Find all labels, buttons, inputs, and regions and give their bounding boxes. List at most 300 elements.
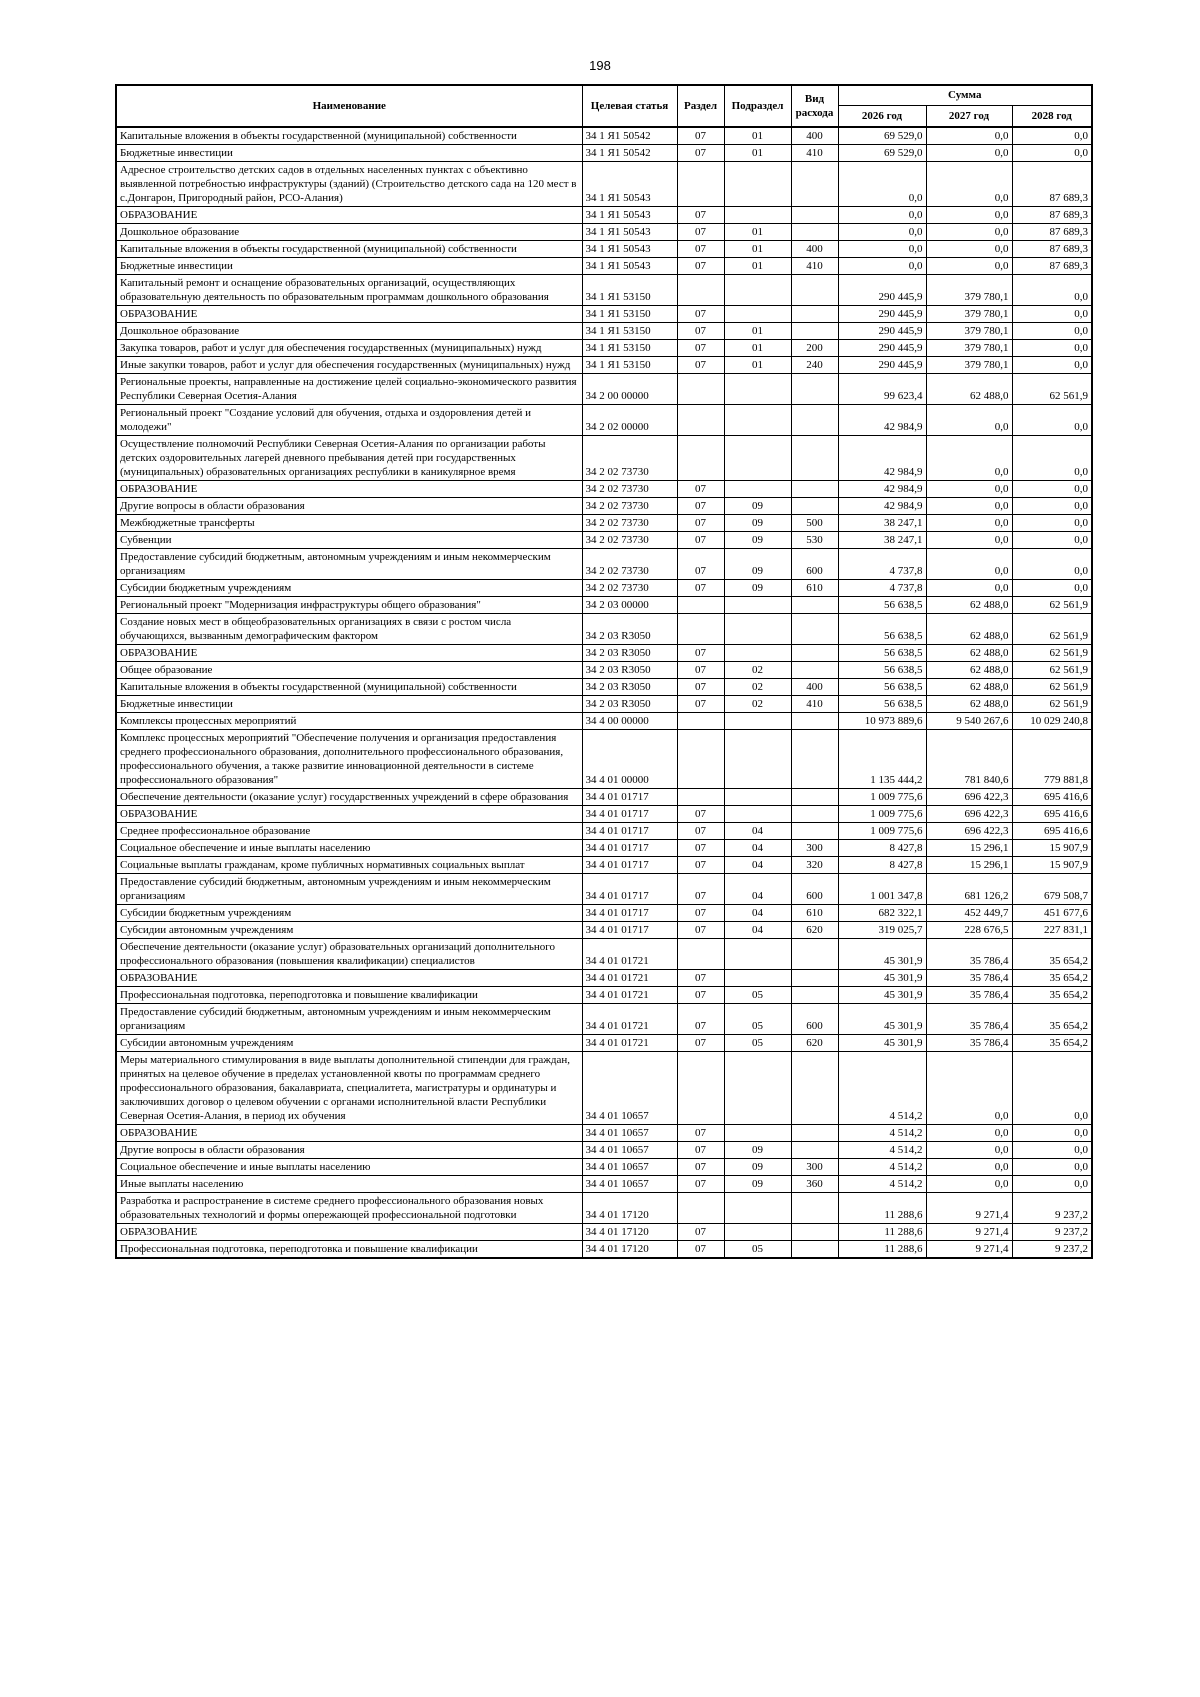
row-section: 07: [677, 127, 724, 145]
row-sum-2026: 8 427,8: [838, 840, 926, 857]
row-sum-2028: 62 561,9: [1012, 679, 1092, 696]
row-sum-2027: 696 422,3: [926, 823, 1012, 840]
table-row: [116, 1193, 1092, 1224]
table-row: [116, 840, 1092, 857]
row-expense-type: [791, 987, 838, 1004]
row-sum-2027: 0,0: [926, 207, 1012, 224]
header-year-2027: 2027 год: [926, 105, 1012, 127]
row-sum-2027: 781 840,6: [926, 730, 1012, 789]
row-expense-type: [791, 162, 838, 207]
row-target-article: 34 4 01 01717: [582, 823, 677, 840]
row-sum-2026: 290 445,9: [838, 357, 926, 374]
row-subsection: 01: [724, 357, 791, 374]
row-name: ОБРАЗОВАНИЕ: [116, 1224, 582, 1241]
row-sum-2026: 56 638,5: [838, 645, 926, 662]
row-target-article: 34 1 Я1 50543: [582, 258, 677, 275]
row-name: Социальное обеспечение и иные выплаты населению: [116, 1159, 582, 1176]
row-name: Разработка и распространение в системе среднего профессионального образования новых образовательных технологий и формы опережающей профессиональной подготовки: [116, 1193, 582, 1224]
row-expense-type: 610: [791, 905, 838, 922]
page-number: 198: [589, 58, 611, 73]
row-subsection: 05: [724, 987, 791, 1004]
row-sum-2026: 1 009 775,6: [838, 823, 926, 840]
row-name: Общее образование: [116, 662, 582, 679]
row-subsection: 05: [724, 1241, 791, 1259]
row-sum-2026: 1 009 775,6: [838, 806, 926, 823]
row-sum-2026: 69 529,0: [838, 145, 926, 162]
row-expense-type: [791, 374, 838, 405]
table-row: [116, 340, 1092, 357]
row-target-article: 34 4 01 01721: [582, 970, 677, 987]
row-sum-2027: 379 780,1: [926, 306, 1012, 323]
row-sum-2026: 4 514,2: [838, 1176, 926, 1193]
row-sum-2026: 4 514,2: [838, 1159, 926, 1176]
row-target-article: 34 1 Я1 53150: [582, 275, 677, 306]
row-sum-2028: 0,0: [1012, 357, 1092, 374]
row-sum-2027: 0,0: [926, 1125, 1012, 1142]
row-name: Комплекс процессных мероприятий "Обеспечение получения и организация предоставления среднего профессионального образования, дополнительного профессионального образования, профессионального обучения, а также развитие инновационной деятельности в системе профессионального образования": [116, 730, 582, 789]
row-sum-2028: 779 881,8: [1012, 730, 1092, 789]
row-sum-2028: 695 416,6: [1012, 789, 1092, 806]
row-sum-2028: 0,0: [1012, 1142, 1092, 1159]
row-sum-2026: 42 984,9: [838, 436, 926, 481]
row-target-article: 34 4 01 01721: [582, 987, 677, 1004]
row-subsection: 01: [724, 127, 791, 145]
table-row: [116, 306, 1092, 323]
row-sum-2028: 10 029 240,8: [1012, 713, 1092, 730]
header-subsection: Подраздел: [724, 85, 791, 127]
row-name: Осуществление полномочий Республики Северная Осетия-Алания по организации работы детских оздоровительных лагерей дневного пребывания детей при государственных (муниципальных) образовательных организациях республики в каникулярное время: [116, 436, 582, 481]
row-sum-2026: 45 301,9: [838, 987, 926, 1004]
row-target-article: 34 2 02 73730: [582, 532, 677, 549]
row-target-article: 34 4 01 00000: [582, 730, 677, 789]
row-sum-2027: 62 488,0: [926, 645, 1012, 662]
row-sum-2028: 0,0: [1012, 515, 1092, 532]
row-sum-2027: 15 296,1: [926, 840, 1012, 857]
row-sum-2027: 0,0: [926, 436, 1012, 481]
table-row: [116, 405, 1092, 436]
row-expense-type: [791, 730, 838, 789]
row-expense-type: 620: [791, 922, 838, 939]
row-name: Закупка товаров, работ и услуг для обеспечения государственных (муниципальных) нужд: [116, 340, 582, 357]
row-sum-2028: 695 416,6: [1012, 823, 1092, 840]
row-target-article: 34 4 01 01717: [582, 857, 677, 874]
row-name: Иные выплаты населению: [116, 1176, 582, 1193]
row-sum-2026: 1 001 347,8: [838, 874, 926, 905]
row-subsection: [724, 970, 791, 987]
row-subsection: [724, 730, 791, 789]
table-row: [116, 970, 1092, 987]
row-expense-type: 530: [791, 532, 838, 549]
row-name: Другие вопросы в области образования: [116, 498, 582, 515]
row-sum-2027: 35 786,4: [926, 1035, 1012, 1052]
row-subsection: [724, 374, 791, 405]
row-sum-2026: 45 301,9: [838, 970, 926, 987]
row-expense-type: [791, 823, 838, 840]
row-sum-2026: 319 025,7: [838, 922, 926, 939]
row-name: Среднее профессиональное образование: [116, 823, 582, 840]
row-subsection: [724, 207, 791, 224]
row-sum-2026: 56 638,5: [838, 597, 926, 614]
row-name: Профессиональная подготовка, переподготовка и повышение квалификации: [116, 1241, 582, 1259]
table-row: [116, 823, 1092, 840]
row-sum-2028: 62 561,9: [1012, 645, 1092, 662]
row-sum-2026: 56 638,5: [838, 662, 926, 679]
row-expense-type: 360: [791, 1176, 838, 1193]
row-sum-2027: 0,0: [926, 580, 1012, 597]
row-sum-2026: 0,0: [838, 162, 926, 207]
row-subsection: 09: [724, 1176, 791, 1193]
row-name: Другие вопросы в области образования: [116, 1142, 582, 1159]
row-target-article: 34 2 03 R3050: [582, 662, 677, 679]
row-target-article: 34 4 01 01717: [582, 922, 677, 939]
row-sum-2026: 0,0: [838, 241, 926, 258]
row-name: Капитальные вложения в объекты государственной (муниципальной) собственности: [116, 679, 582, 696]
row-sum-2027: 9 271,4: [926, 1241, 1012, 1259]
row-section: [677, 597, 724, 614]
table-row: [116, 436, 1092, 481]
row-sum-2028: 62 561,9: [1012, 696, 1092, 713]
row-sum-2027: 35 786,4: [926, 970, 1012, 987]
table-row: [116, 1159, 1092, 1176]
row-subsection: [724, 405, 791, 436]
row-target-article: 34 2 03 00000: [582, 597, 677, 614]
row-section: [677, 1193, 724, 1224]
table-row: [116, 806, 1092, 823]
row-name: Предоставление субсидий бюджетным, автономным учреждениям и иным некоммерческим организациям: [116, 874, 582, 905]
row-sum-2027: 35 786,4: [926, 939, 1012, 970]
table-row: [116, 597, 1092, 614]
row-expense-type: [791, 1125, 838, 1142]
table-row: [116, 532, 1092, 549]
table-row: [116, 1224, 1092, 1241]
row-sum-2027: 0,0: [926, 145, 1012, 162]
row-sum-2027: 379 780,1: [926, 275, 1012, 306]
row-target-article: 34 4 01 01717: [582, 874, 677, 905]
row-target-article: 34 1 Я1 53150: [582, 306, 677, 323]
row-sum-2027: 15 296,1: [926, 857, 1012, 874]
row-name: Социальное обеспечение и иные выплаты населению: [116, 840, 582, 857]
row-expense-type: [791, 1142, 838, 1159]
row-sum-2027: 0,0: [926, 549, 1012, 580]
row-subsection: 04: [724, 840, 791, 857]
table-row: [116, 481, 1092, 498]
row-subsection: 04: [724, 823, 791, 840]
table-row: [116, 515, 1092, 532]
row-section: 07: [677, 207, 724, 224]
row-sum-2028: 0,0: [1012, 1052, 1092, 1125]
row-sum-2027: 0,0: [926, 1052, 1012, 1125]
row-section: 07: [677, 857, 724, 874]
row-sum-2028: 0,0: [1012, 436, 1092, 481]
row-target-article: 34 4 01 10657: [582, 1052, 677, 1125]
table-row: [116, 614, 1092, 645]
row-name: ОБРАЗОВАНИЕ: [116, 481, 582, 498]
row-target-article: 34 2 03 R3050: [582, 614, 677, 645]
row-expense-type: 410: [791, 696, 838, 713]
row-sum-2027: 62 488,0: [926, 696, 1012, 713]
row-sum-2028: 87 689,3: [1012, 258, 1092, 275]
row-sum-2028: 15 907,9: [1012, 840, 1092, 857]
row-expense-type: 600: [791, 1004, 838, 1035]
row-name: Профессиональная подготовка, переподготовка и повышение квалификации: [116, 987, 582, 1004]
row-sum-2027: 681 126,2: [926, 874, 1012, 905]
row-sum-2027: 379 780,1: [926, 357, 1012, 374]
row-target-article: 34 2 02 00000: [582, 405, 677, 436]
table-row: [116, 1142, 1092, 1159]
row-section: 07: [677, 987, 724, 1004]
row-section: 07: [677, 806, 724, 823]
row-subsection: [724, 1125, 791, 1142]
row-subsection: [724, 806, 791, 823]
row-sum-2027: 0,0: [926, 532, 1012, 549]
row-target-article: 34 1 Я1 53150: [582, 357, 677, 374]
row-subsection: 04: [724, 922, 791, 939]
row-subsection: [724, 1224, 791, 1241]
row-target-article: 34 4 01 01721: [582, 939, 677, 970]
table-row: [116, 127, 1092, 145]
table-row: [116, 549, 1092, 580]
row-section: [677, 614, 724, 645]
row-subsection: [724, 1052, 791, 1125]
row-sum-2028: 9 237,2: [1012, 1224, 1092, 1241]
row-subsection: [724, 645, 791, 662]
table-row: [116, 580, 1092, 597]
row-target-article: 34 1 Я1 50542: [582, 127, 677, 145]
row-sum-2026: 4 514,2: [838, 1142, 926, 1159]
row-sum-2026: 1 009 775,6: [838, 789, 926, 806]
row-sum-2026: 56 638,5: [838, 696, 926, 713]
row-subsection: 05: [724, 1004, 791, 1035]
table-row: [116, 905, 1092, 922]
row-sum-2026: 290 445,9: [838, 306, 926, 323]
row-sum-2027: 62 488,0: [926, 597, 1012, 614]
row-section: 07: [677, 645, 724, 662]
row-sum-2026: 290 445,9: [838, 340, 926, 357]
row-subsection: 09: [724, 498, 791, 515]
row-subsection: 09: [724, 1142, 791, 1159]
table-row: [116, 357, 1092, 374]
row-sum-2026: 682 322,1: [838, 905, 926, 922]
row-section: 07: [677, 357, 724, 374]
row-name: Обеспечение деятельности (оказание услуг) государственных учреждений в сфере образования: [116, 789, 582, 806]
row-subsection: 02: [724, 662, 791, 679]
row-expense-type: [791, 970, 838, 987]
row-sum-2027: 9 271,4: [926, 1193, 1012, 1224]
row-expense-type: [791, 436, 838, 481]
row-sum-2027: 696 422,3: [926, 789, 1012, 806]
row-section: 07: [677, 498, 724, 515]
row-sum-2026: 11 288,6: [838, 1241, 926, 1259]
row-sum-2026: 8 427,8: [838, 857, 926, 874]
table-row: [116, 696, 1092, 713]
row-section: 07: [677, 515, 724, 532]
row-name: Создание новых мест в общеобразовательных организациях в связи с ростом числа обучающихся, вызванным демографическим фактором: [116, 614, 582, 645]
row-sum-2026: 69 529,0: [838, 127, 926, 145]
row-name: Капитальный ремонт и оснащение образовательных организаций, осуществляющих образовательную деятельность по образовательным программам дошкольного образования: [116, 275, 582, 306]
row-section: [677, 713, 724, 730]
row-sum-2028: 0,0: [1012, 127, 1092, 145]
row-sum-2026: 42 984,9: [838, 498, 926, 515]
row-target-article: 34 2 03 R3050: [582, 696, 677, 713]
header-sum: Сумма: [838, 85, 1092, 105]
row-sum-2028: 35 654,2: [1012, 939, 1092, 970]
row-section: 07: [677, 1176, 724, 1193]
row-target-article: 34 2 02 73730: [582, 481, 677, 498]
row-subsection: 01: [724, 241, 791, 258]
row-section: 07: [677, 1224, 724, 1241]
row-sum-2028: 62 561,9: [1012, 662, 1092, 679]
row-subsection: 01: [724, 145, 791, 162]
row-sum-2026: 45 301,9: [838, 1035, 926, 1052]
row-section: 07: [677, 922, 724, 939]
row-sum-2028: 9 237,2: [1012, 1193, 1092, 1224]
row-expense-type: [791, 275, 838, 306]
row-sum-2028: 0,0: [1012, 481, 1092, 498]
row-subsection: 01: [724, 224, 791, 241]
row-subsection: [724, 713, 791, 730]
row-subsection: [724, 597, 791, 614]
table-row: [116, 1241, 1092, 1259]
row-expense-type: [791, 224, 838, 241]
row-expense-type: [791, 645, 838, 662]
row-target-article: 34 1 Я1 50542: [582, 145, 677, 162]
row-name: Региональные проекты, направленные на достижение целей социально-экономического развития Республики Северная Осетия-Алания: [116, 374, 582, 405]
row-sum-2028: 35 654,2: [1012, 970, 1092, 987]
table-row: [116, 645, 1092, 662]
row-subsection: 09: [724, 580, 791, 597]
row-sum-2028: 15 907,9: [1012, 857, 1092, 874]
table-row: [116, 679, 1092, 696]
row-section: 07: [677, 1241, 724, 1259]
table-row: [116, 1004, 1092, 1035]
row-section: [677, 789, 724, 806]
header-target: Целевая статья: [582, 85, 677, 127]
row-expense-type: [791, 614, 838, 645]
row-target-article: 34 4 01 17120: [582, 1241, 677, 1259]
row-target-article: 34 1 Я1 53150: [582, 340, 677, 357]
row-section: 07: [677, 481, 724, 498]
table-row: [116, 1035, 1092, 1052]
row-expense-type: [791, 207, 838, 224]
row-name: Бюджетные инвестиции: [116, 145, 582, 162]
row-sum-2027: 379 780,1: [926, 323, 1012, 340]
row-expense-type: 320: [791, 857, 838, 874]
row-sum-2028: 62 561,9: [1012, 597, 1092, 614]
row-section: 07: [677, 840, 724, 857]
row-name: Субсидии бюджетным учреждениям: [116, 905, 582, 922]
row-sum-2028: 87 689,3: [1012, 207, 1092, 224]
row-sum-2027: 0,0: [926, 127, 1012, 145]
table-row: [116, 857, 1092, 874]
row-expense-type: 200: [791, 340, 838, 357]
row-name: ОБРАЗОВАНИЕ: [116, 806, 582, 823]
row-sum-2028: 0,0: [1012, 1125, 1092, 1142]
table-row: [116, 1052, 1092, 1125]
row-section: [677, 374, 724, 405]
table-row: [116, 258, 1092, 275]
row-sum-2028: 0,0: [1012, 145, 1092, 162]
row-section: 07: [677, 306, 724, 323]
row-sum-2027: 9 540 267,6: [926, 713, 1012, 730]
row-target-article: 34 4 01 01717: [582, 840, 677, 857]
row-subsection: [724, 614, 791, 645]
row-name: Комплексы процессных мероприятий: [116, 713, 582, 730]
row-sum-2027: 0,0: [926, 224, 1012, 241]
budget-table: [115, 84, 1093, 1259]
row-name: Субвенции: [116, 532, 582, 549]
row-expense-type: 300: [791, 840, 838, 857]
row-sum-2026: 4 514,2: [838, 1125, 926, 1142]
row-section: 07: [677, 696, 724, 713]
row-expense-type: [791, 939, 838, 970]
row-sum-2027: 0,0: [926, 1176, 1012, 1193]
row-expense-type: 240: [791, 357, 838, 374]
row-target-article: 34 4 01 01717: [582, 789, 677, 806]
row-name: Дошкольное образование: [116, 323, 582, 340]
row-name: Капитальные вложения в объекты государственной (муниципальной) собственности: [116, 241, 582, 258]
row-sum-2027: 0,0: [926, 258, 1012, 275]
row-target-article: 34 4 01 17120: [582, 1193, 677, 1224]
row-sum-2026: 56 638,5: [838, 614, 926, 645]
row-section: 07: [677, 662, 724, 679]
row-section: 07: [677, 145, 724, 162]
row-sum-2026: 290 445,9: [838, 323, 926, 340]
row-name: Бюджетные инвестиции: [116, 696, 582, 713]
header-section: Раздел: [677, 85, 724, 127]
row-section: 07: [677, 1125, 724, 1142]
row-expense-type: 400: [791, 679, 838, 696]
row-subsection: 01: [724, 258, 791, 275]
row-target-article: 34 2 02 73730: [582, 549, 677, 580]
row-section: 07: [677, 580, 724, 597]
table-row: [116, 662, 1092, 679]
row-sum-2027: 452 449,7: [926, 905, 1012, 922]
row-subsection: [724, 789, 791, 806]
table-row: [116, 1176, 1092, 1193]
row-expense-type: [791, 1052, 838, 1125]
row-sum-2028: 87 689,3: [1012, 162, 1092, 207]
row-sum-2026: 290 445,9: [838, 275, 926, 306]
row-target-article: 34 4 01 10657: [582, 1159, 677, 1176]
row-name: Региональный проект "Модернизация инфраструктуры общего образования": [116, 597, 582, 614]
row-sum-2028: 0,0: [1012, 275, 1092, 306]
row-name: Капитальные вложения в объекты государственной (муниципальной) собственности: [116, 127, 582, 145]
row-subsection: 09: [724, 549, 791, 580]
row-sum-2026: 45 301,9: [838, 1004, 926, 1035]
row-subsection: 09: [724, 1159, 791, 1176]
table-row: [116, 145, 1092, 162]
row-expense-type: [791, 1241, 838, 1259]
row-target-article: 34 1 Я1 50543: [582, 207, 677, 224]
row-expense-type: [791, 405, 838, 436]
row-subsection: 09: [724, 532, 791, 549]
row-target-article: 34 2 02 73730: [582, 436, 677, 481]
row-name: Меры материального стимулирования в виде выплаты дополнительной стипендии для граждан, принятых на целевое обучение в пределах установленной квоты по программам среднего профессионального образования, бакалавриата, специалитета, магистратуры и ординатуры и заключивших договор о целевом обучении с органами исполнительной власти Республики Северная Осетия-Алания, в период их обучения: [116, 1052, 582, 1125]
row-sum-2028: 0,0: [1012, 549, 1092, 580]
row-subsection: 01: [724, 340, 791, 357]
row-section: 07: [677, 532, 724, 549]
row-name: Межбюджетные трансферты: [116, 515, 582, 532]
row-sum-2027: 62 488,0: [926, 614, 1012, 645]
row-sum-2028: 87 689,3: [1012, 224, 1092, 241]
row-section: [677, 162, 724, 207]
row-sum-2026: 99 623,4: [838, 374, 926, 405]
row-sum-2028: 0,0: [1012, 323, 1092, 340]
row-sum-2028: 0,0: [1012, 580, 1092, 597]
row-target-article: 34 2 02 73730: [582, 580, 677, 597]
row-expense-type: 600: [791, 874, 838, 905]
row-sum-2028: 695 416,6: [1012, 806, 1092, 823]
